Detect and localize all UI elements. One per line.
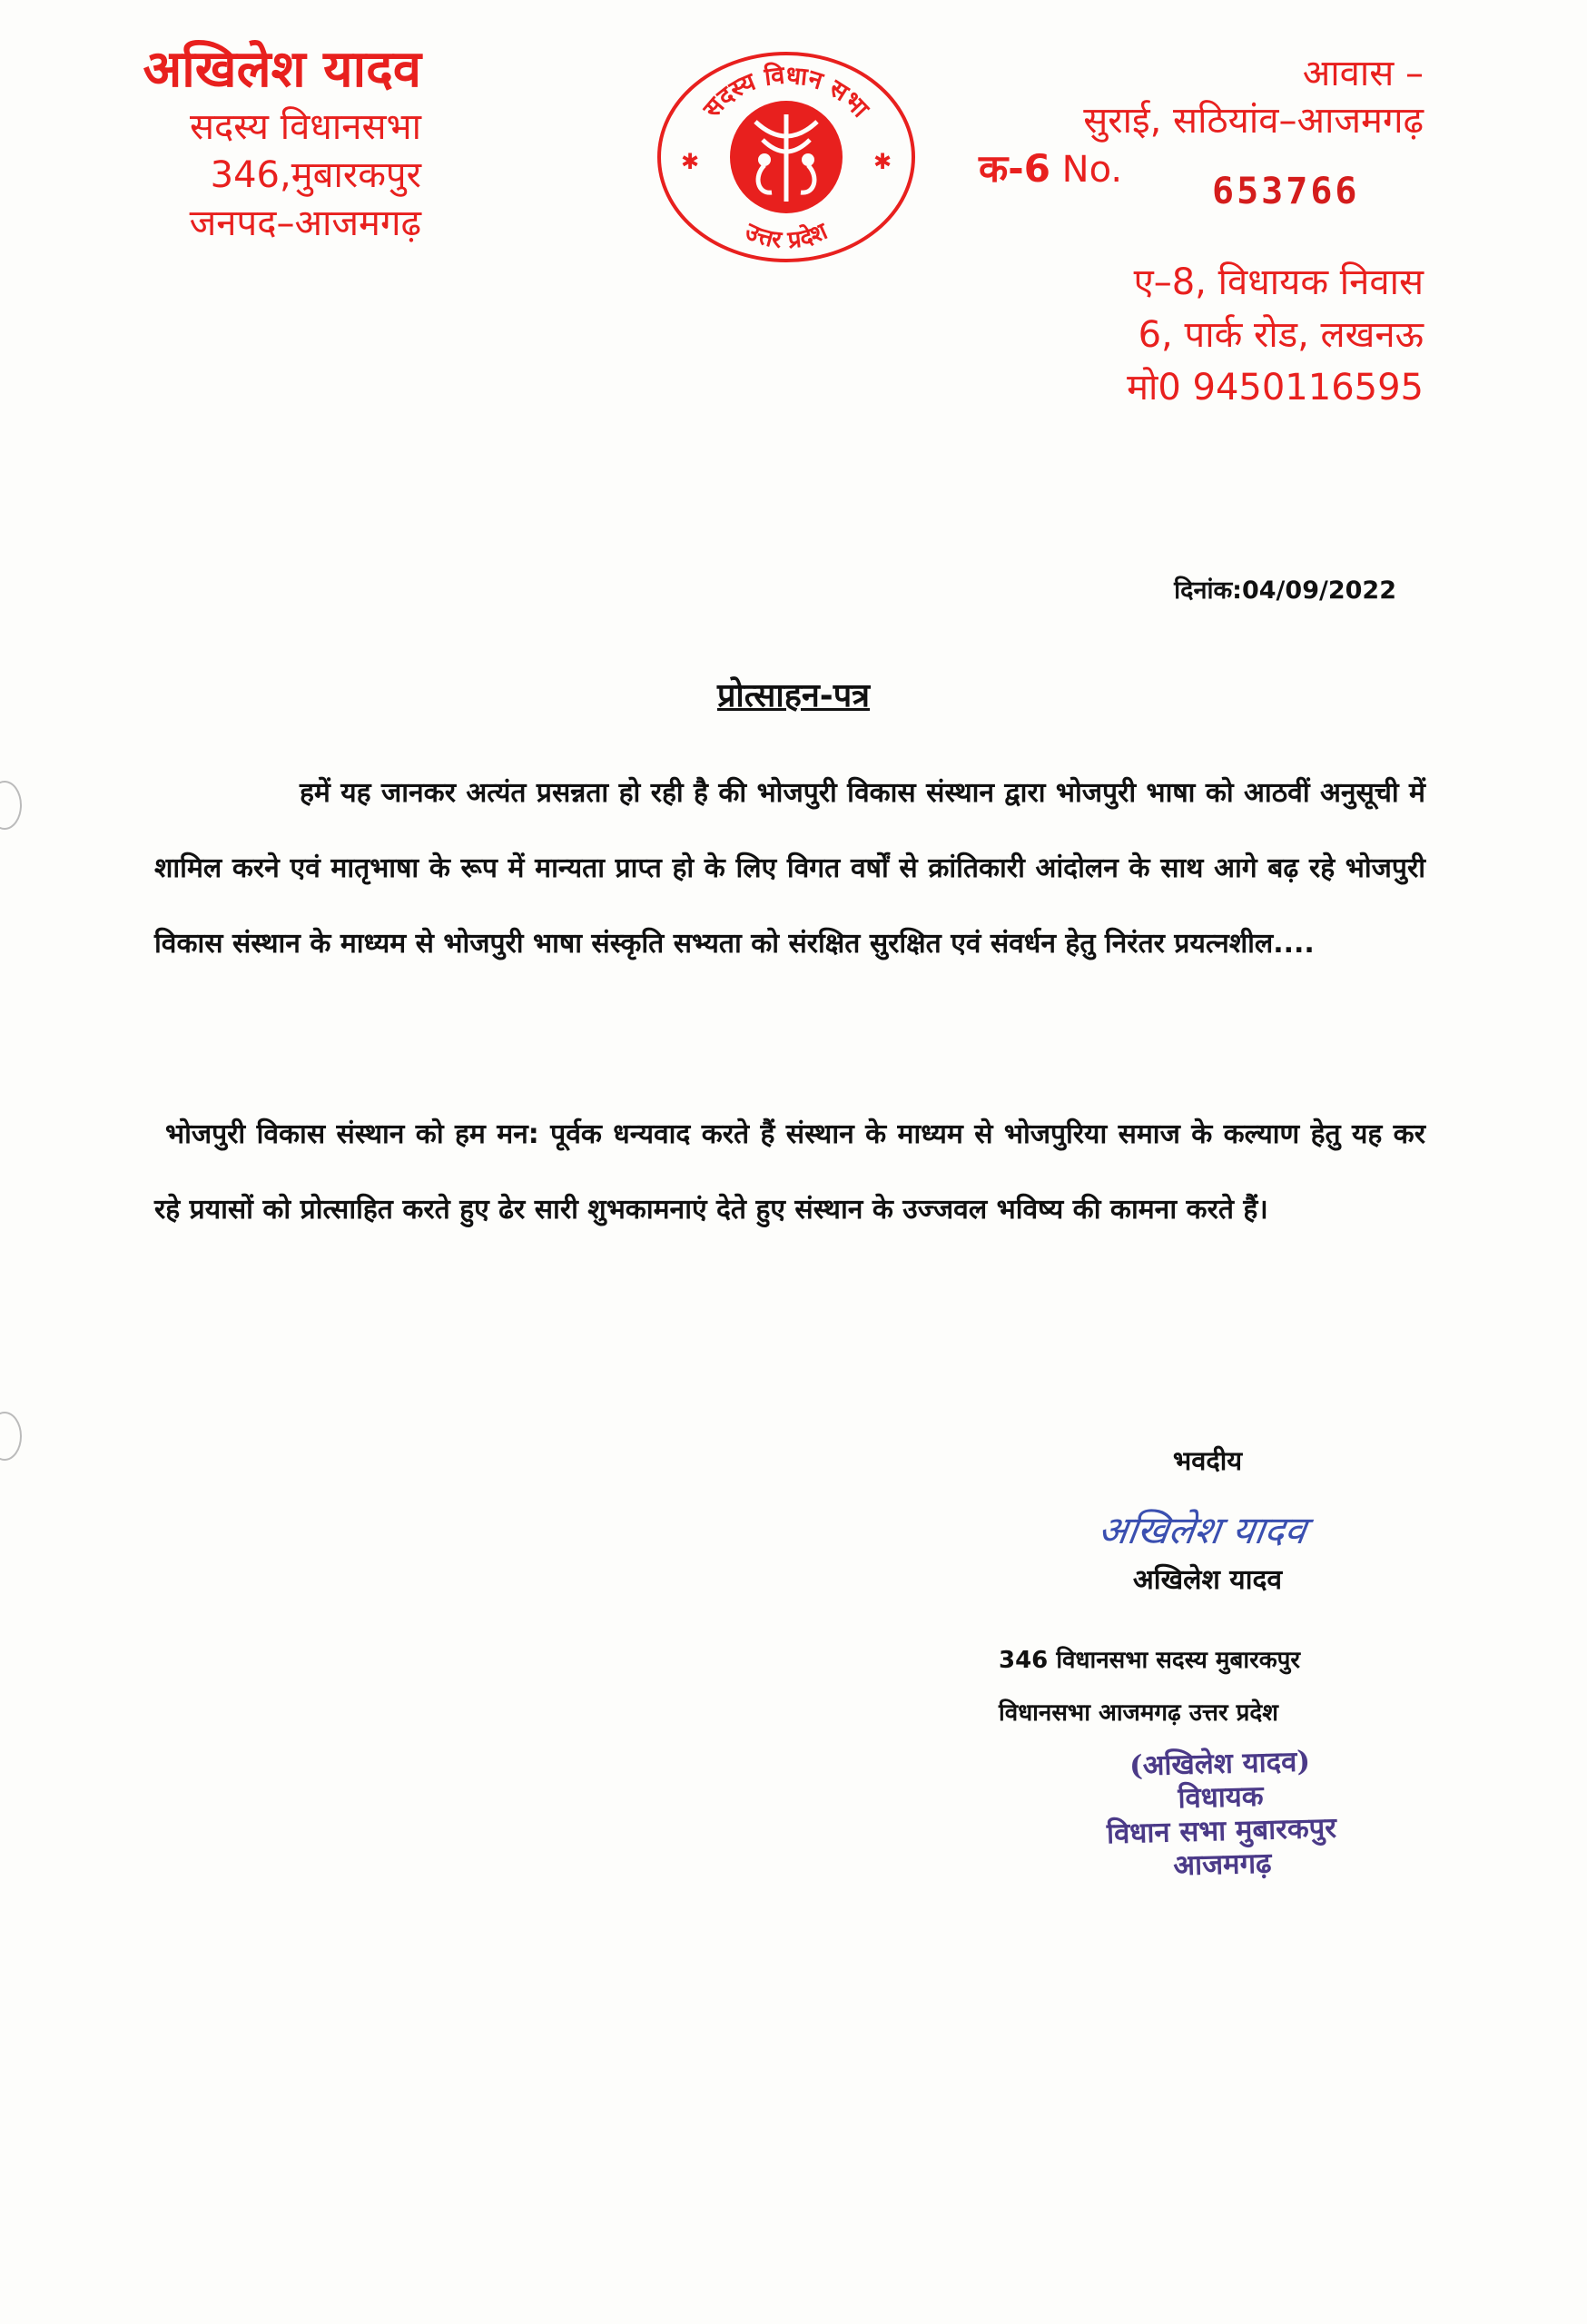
closing-salutation: भवदीय	[1172, 1445, 1243, 1476]
serial-no-label: No.	[1061, 149, 1123, 191]
mobile-number: मो0 9450116595	[1127, 367, 1424, 409]
letterhead-district: जनपद–आजमगढ़	[189, 202, 421, 244]
letterhead-designation: सदस्य विधानसभा	[189, 105, 421, 148]
svg-text:उत्तर प्रदेश	[740, 217, 833, 254]
signer-address	[999, 1634, 1380, 1739]
letterhead-name: अखिलेश यादव	[143, 40, 421, 99]
letter-paragraph-1: हमें यह जानकर अत्यंत प्रसन्नता हो रही है की भोजपुरी विकास संस्थान द्वारा भोजपुरी भाषा को आठवीं अनुसूची में शामिल करने एवं मातृभाषा के रूप में मान्यता प्राप्त हो के लिए विगत वर्षों से क्रांतिकारी आंदोलन के साथ आगे बढ़ रहे भोजपुरी विकास संस्थान के माध्यम से भोजपुरी भाषा संस्कृति सभ्यता को संरक्षित सुरक्षित एवं संवर्धन हेतु निरंतर प्रयत्नशील....	[154, 777, 1425, 960]
stamp-line-4: आजमगढ़	[1172, 1846, 1272, 1883]
emblem-seal-icon	[656, 49, 917, 265]
stamp-line-2: विधायक	[1177, 1779, 1265, 1816]
vidhan-sabha-emblem	[656, 49, 917, 265]
letterhead-lucknow-address	[879, 256, 1424, 414]
stamp-line-1: (अखिलेश यादव)	[1129, 1745, 1311, 1783]
serial-number: 653766	[1212, 171, 1360, 212]
address-line-1: ए–8, विधायक निवास	[1133, 261, 1424, 303]
letterhead-constituency: 346,मुबारकपुर	[210, 153, 421, 196]
signer-address-line-2: विधानसभा आजमगढ़ उत्तर प्रदेश	[999, 1699, 1278, 1727]
stamp-line-3: विधान सभा मुबारकपुर	[1106, 1811, 1337, 1851]
official-stamp	[1070, 1744, 1373, 1886]
signer-address-line-1: 346 विधानसभा सदस्य मुबारकपुर	[999, 1647, 1301, 1674]
letter-paragraph-2: भोजपुरी विकास संस्थान को हम मन: पूर्वक धन्यवाद करते हैं संस्थान के माध्यम से भोजपुरिया समाज के कल्याण हेतु यह कर रहे प्रयासों को प्रोत्साहित करते हुए ढेर सारी शुभकामनाएं देते हुए संस्थान के उज्जवल भविष्य की कामना करते हैं।	[154, 1118, 1425, 1226]
residence-label: आवास –	[1302, 53, 1424, 94]
address-line-2: 6, पार्क रोड, लखनऊ	[1138, 314, 1424, 356]
letter-subject: प्रोत्साहन-पत्र	[716, 677, 871, 714]
letterhead-left	[76, 36, 421, 247]
svg-text:✱: ✱	[872, 149, 892, 174]
emblem-bottom-text: उत्तर प्रदेश	[740, 218, 833, 255]
punch-hole	[0, 781, 22, 830]
handwritten-signature	[1094, 1498, 1366, 1561]
signer-name: अखिलेश यादव	[1132, 1564, 1283, 1596]
serial-label: क-6	[979, 146, 1050, 191]
residence-address: सुराई, सठियांव–आजमगढ़	[1083, 100, 1424, 142]
signature-text: अखिलेश यादव	[1095, 1508, 1309, 1552]
svg-text:✱: ✱	[680, 149, 700, 174]
punch-hole	[0, 1412, 22, 1461]
emblem-top-text: सदस्य विधान सभा	[697, 61, 874, 123]
letter-date: दिनांक:04/09/2022	[1174, 576, 1396, 605]
